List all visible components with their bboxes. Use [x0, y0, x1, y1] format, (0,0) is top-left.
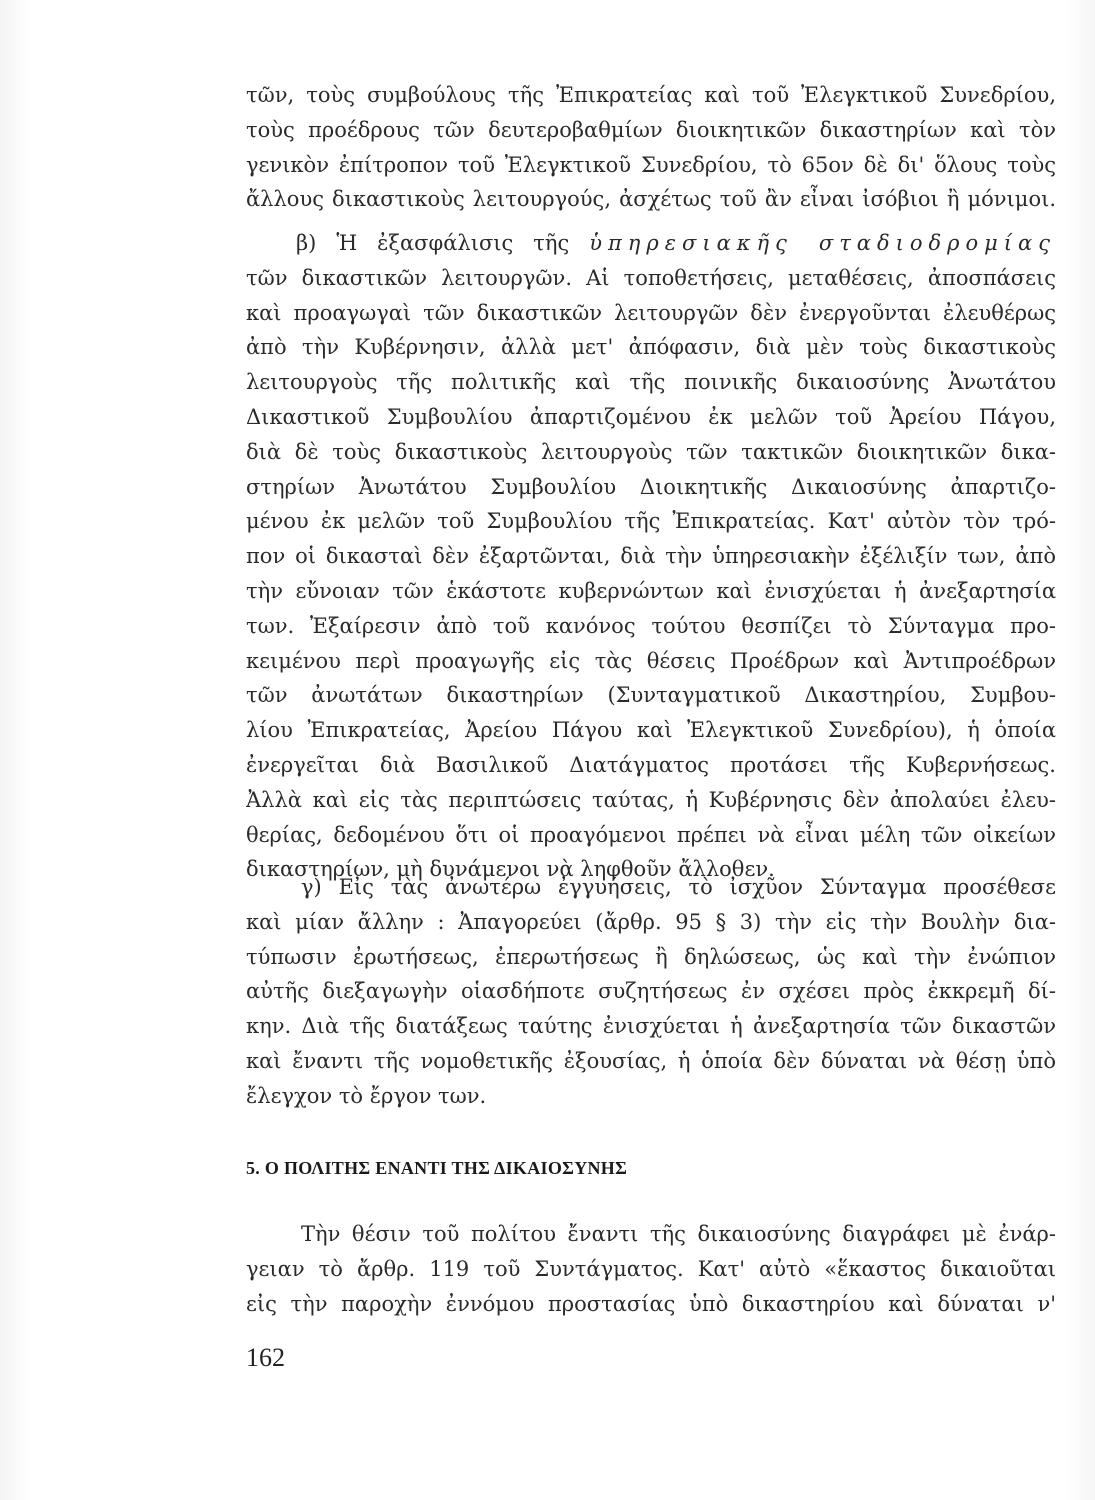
- text-line: στηρίων Ἀνωτάτου Συμβουλίου Διοικητικῆς Δικαιοσύνης ἀπαρτιζο-: [246, 474, 1056, 499]
- text-line: καὶ ἔναντι τῆς νομοθετικῆς ἐξουσίας, ἡ ὁποία δὲν δύναται νὰ θέσῃ ὑπὸ: [246, 1048, 1056, 1073]
- text-line: τῶν ἀνωτάτων δικαστηρίων (Συνταγματικοῦ Δικαστηρίου, Συμβου-: [246, 683, 1056, 708]
- spaced-emphasis: ὑπηρεσιακῆς σταδιοδρομίας: [589, 231, 1056, 255]
- text-line: τύπωσιν ἐρωτήσεως, ἐπερωτήσεως ἢ δηλώσεως, ὡς καὶ τὴν ἐνώπιον: [246, 944, 1056, 969]
- section-heading: 5. Ο ΠΟΛΙΤΗΣ ΕΝΑΝΤΙ ΤΗΣ ΔΙΚΑΙΟΣΥΝΗΣ: [246, 1158, 628, 1178]
- text-line: λειτουργοὺς τῆς πολιτικῆς καὶ τῆς ποινικῆς δικαιοσύνης Ἀνωτάτου: [246, 370, 1056, 395]
- text-line: κην. Διὰ τῆς διατάξεως ταύτης ἐνισχύεται ἡ ἀνεξαρτησία τῶν δικαστῶν: [246, 1014, 1056, 1039]
- text-line: γειαν τὸ ἄρθρ. 119 τοῦ Συντάγματος. Κατ' αὐτὸ «ἕκαστος δικαιοῦται: [246, 1256, 1056, 1281]
- text-line: θερίας, δεδομένου ὅτι οἱ προαγόμενοι πρέπει νὰ εἶναι μέλη τῶν οἰκείων: [246, 822, 1056, 847]
- paragraph-citizen-justice: [246, 1217, 1056, 1321]
- paragraph-parliament-prohibition: [246, 870, 1056, 1114]
- text-line: γ) Εἰς τὰς ἀνωτέρω ἐγγυήσεις, τὸ ἰσχῦον Σύνταγμα προσέθεσε: [301, 875, 1056, 899]
- text-line: καὶ μίαν ἄλλην : Ἀπαγορεύει (ἄρθρ. 95 § 3) τὴν εἰς τὴν Βουλὴν δια-: [246, 909, 1056, 934]
- paragraph-judicial-career: [246, 226, 1056, 887]
- text-line: λίου Ἐπικρατείας, Ἀρείου Πάγου καὶ Ἐλεγκτικοῦ Συνεδρίου), ἡ ὁποία: [246, 718, 1056, 743]
- text-line: πον οἱ δικασταὶ δὲν ἐξαρτῶνται, διὰ τὴν ὑπηρεσιακὴν ἐξέλιξίν των, ἀπὸ: [246, 544, 1056, 569]
- text-line: καὶ προαγωγαὶ τῶν δικαστικῶν λειτουργῶν δὲν ἐνεργοῦνται ἐλευθέρως: [246, 300, 1056, 325]
- text-line: εἰς τὴν παροχὴν ἐννόμου προστασίας ὑπὸ δικαστηρίου καὶ δύναται ν': [246, 1291, 1056, 1316]
- text-line: διὰ δὲ τοὺς δικαστικοὺς λειτουργοὺς τῶν τακτικῶν διοικητικῶν δικα-: [246, 439, 1056, 464]
- text-line: ἔλεγχον τὸ ἔργον των.: [246, 1083, 487, 1108]
- text-line: τῶν δικαστικῶν λειτουργῶν. Αἱ τοποθετήσεις, μεταθέσεις, ἀποσπάσεις: [246, 265, 1056, 290]
- page-number: 162: [246, 1343, 285, 1372]
- text-line: γενικὸν ἐπίτροπον τοῦ Ἐλεγκτικοῦ Συνεδρίου, τὸ 65ον δὲ δι' ὅλους τοὺς: [246, 152, 1056, 177]
- text-line: αὐτῆς διεξαγωγὴν οἱασδήποτε συζητήσεως ἐν σχέσει πρὸς ἐκκρεμῆ δί-: [246, 979, 1056, 1004]
- text-line: τὴν εὔνοιαν τῶν ἑκάστοτε κυβερνώντων καὶ ἐνισχύεται ἡ ἀνεξαρτησία: [246, 578, 1056, 603]
- text-line: Ἀλλὰ καὶ εἰς τὰς περιπτώσεις ταύτας, ἡ Κυβέρνησις δὲν ἀπολαύει ἐλευ-: [246, 787, 1056, 812]
- text-line: κειμένου περὶ προαγωγῆς εἰς τὰς θέσεις Προέδρων καὶ Ἀντιπροέδρων: [246, 648, 1056, 673]
- text-line: τῶν, τοὺς συμβούλους τῆς Ἐπικρατείας καὶ τοῦ Ἐλεγκτικοῦ Συνεδρίου,: [246, 83, 1056, 107]
- text-line: ἀπὸ τὴν Κυβέρνησιν, ἀλλὰ μετ' ἀπόφασιν, διὰ μὲν τοὺς δικαστικοὺς: [246, 335, 1056, 360]
- text-line: τοὺς προέδρους τῶν δευτεροβαθμίων διοικητικῶν δικαστηρίων καὶ τὸν: [246, 117, 1056, 142]
- text-line: ἐνεργεῖται διὰ Βασιλικοῦ Διατάγματος προτάσει τῆς Κυβερνήσεως.: [246, 752, 1056, 777]
- text-line-with-emphasis: [246, 226, 1056, 261]
- text-line: Δικαστικοῦ Συμβουλίου ἀπαρτιζομένου ἐκ μελῶν τοῦ Ἀρείου Πάγου,: [246, 404, 1056, 429]
- text-line: των. Ἐξαίρεσιν ἀπὸ τοῦ κανόνος τούτου θεσπίζει τὸ Σύνταγμα προ-: [246, 613, 1056, 638]
- text-line: ἄλλους δικαστικοὺς λειτουργούς, ἀσχέτως τοῦ ἂν εἶναι ἰσόβιοι ἢ μόνιμοι.: [246, 187, 1056, 212]
- paragraph-continuation: [246, 78, 1056, 217]
- text-line: δικαστηρίων, μὴ δυνάμενοι νὰ ληφθοῦν ἄλλοθεν.: [246, 857, 775, 882]
- paragraph-lead: β) Ἡ ἐξασφάλισις τῆς: [296, 231, 570, 255]
- text-line: Τὴν θέσιν τοῦ πολίτου ἔναντι τῆς δικαιοσύνης διαγράφει μὲ ἐνάρ-: [301, 1222, 1056, 1246]
- text-line: μένου ἐκ μελῶν τοῦ Συμβουλίου τῆς Ἐπικρατείας. Κατ' αὐτὸν τὸν τρό-: [246, 509, 1056, 534]
